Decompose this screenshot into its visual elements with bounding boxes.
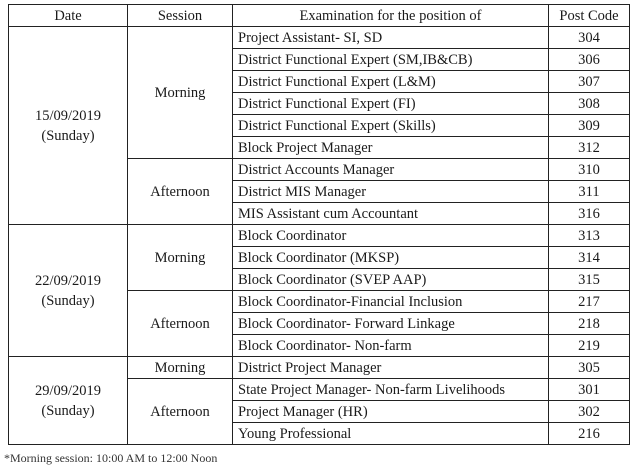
post-code-cell: 301 [549, 379, 630, 401]
post-code-cell: 302 [549, 401, 630, 423]
position-cell: Block Project Manager [233, 137, 549, 159]
position-cell: MIS Assistant cum Accountant [233, 203, 549, 225]
header-exam: Examination for the position of [233, 5, 549, 27]
exam-date: 29/09/2019 [34, 382, 102, 399]
position-cell: Block Coordinator-Financial Inclusion [233, 291, 549, 313]
exam-day: (Sunday) [41, 127, 95, 144]
position-cell: Block Coordinator [233, 225, 549, 247]
post-code-cell: 315 [549, 269, 630, 291]
post-code-cell: 316 [549, 203, 630, 225]
session-cell: Morning [128, 357, 233, 379]
position-cell: Project Assistant- SI, SD [233, 27, 549, 49]
post-code-cell: 311 [549, 181, 630, 203]
exam-date: 22/09/2019 [34, 272, 102, 289]
session-cell: Afternoon [128, 159, 233, 225]
header-post-code: Post Code [549, 5, 630, 27]
session-cell: Morning [128, 27, 233, 159]
table-row [9, 357, 630, 379]
position-cell: Block Coordinator (MKSP) [233, 247, 549, 269]
position-cell: District Accounts Manager [233, 159, 549, 181]
table-row [9, 27, 630, 49]
position-cell: District Functional Expert (L&M) [233, 71, 549, 93]
schedule-body [9, 27, 630, 445]
post-code-cell: 305 [549, 357, 630, 379]
post-code-cell: 218 [549, 313, 630, 335]
header-row [9, 5, 630, 27]
post-code-cell: 219 [549, 335, 630, 357]
position-cell: Block Coordinator (SVEP AAP) [233, 269, 549, 291]
session-cell: Afternoon [128, 379, 233, 445]
date-cell [9, 357, 128, 445]
position-cell: District MIS Manager [233, 181, 549, 203]
position-cell: District Functional Expert (SM,IB&CB) [233, 49, 549, 71]
post-code-cell: 308 [549, 93, 630, 115]
post-code-cell: 306 [549, 49, 630, 71]
position-cell: Young Professional [233, 423, 549, 445]
position-cell: Block Coordinator- Non-farm [233, 335, 549, 357]
position-cell: Block Coordinator- Forward Linkage [233, 313, 549, 335]
post-code-cell: 310 [549, 159, 630, 181]
post-code-cell: 313 [549, 225, 630, 247]
date-cell [9, 225, 128, 357]
table-row [9, 225, 630, 247]
position-cell: District Functional Expert (FI) [233, 93, 549, 115]
session-cell: Afternoon [128, 291, 233, 357]
post-code-cell: 307 [549, 71, 630, 93]
position-cell: District Project Manager [233, 357, 549, 379]
post-code-cell: 217 [549, 291, 630, 313]
exam-day: (Sunday) [41, 402, 95, 419]
post-code-cell: 304 [549, 27, 630, 49]
position-cell: Project Manager (HR) [233, 401, 549, 423]
exam-date: 15/09/2019 [34, 107, 102, 124]
session-cell: Morning [128, 225, 233, 291]
header-date: Date [9, 5, 128, 27]
position-cell: District Functional Expert (Skills) [233, 115, 549, 137]
exam-day: (Sunday) [41, 292, 95, 309]
post-code-cell: 312 [549, 137, 630, 159]
post-code-cell: 216 [549, 423, 630, 445]
date-cell [9, 27, 128, 225]
post-code-cell: 314 [549, 247, 630, 269]
header-session: Session [128, 5, 233, 27]
position-cell: State Project Manager- Non-farm Livelihoods [233, 379, 549, 401]
footnote: *Morning session: 10:00 AM to 12:00 Noon [4, 451, 218, 465]
exam-schedule-table [8, 4, 630, 445]
post-code-cell: 309 [549, 115, 630, 137]
